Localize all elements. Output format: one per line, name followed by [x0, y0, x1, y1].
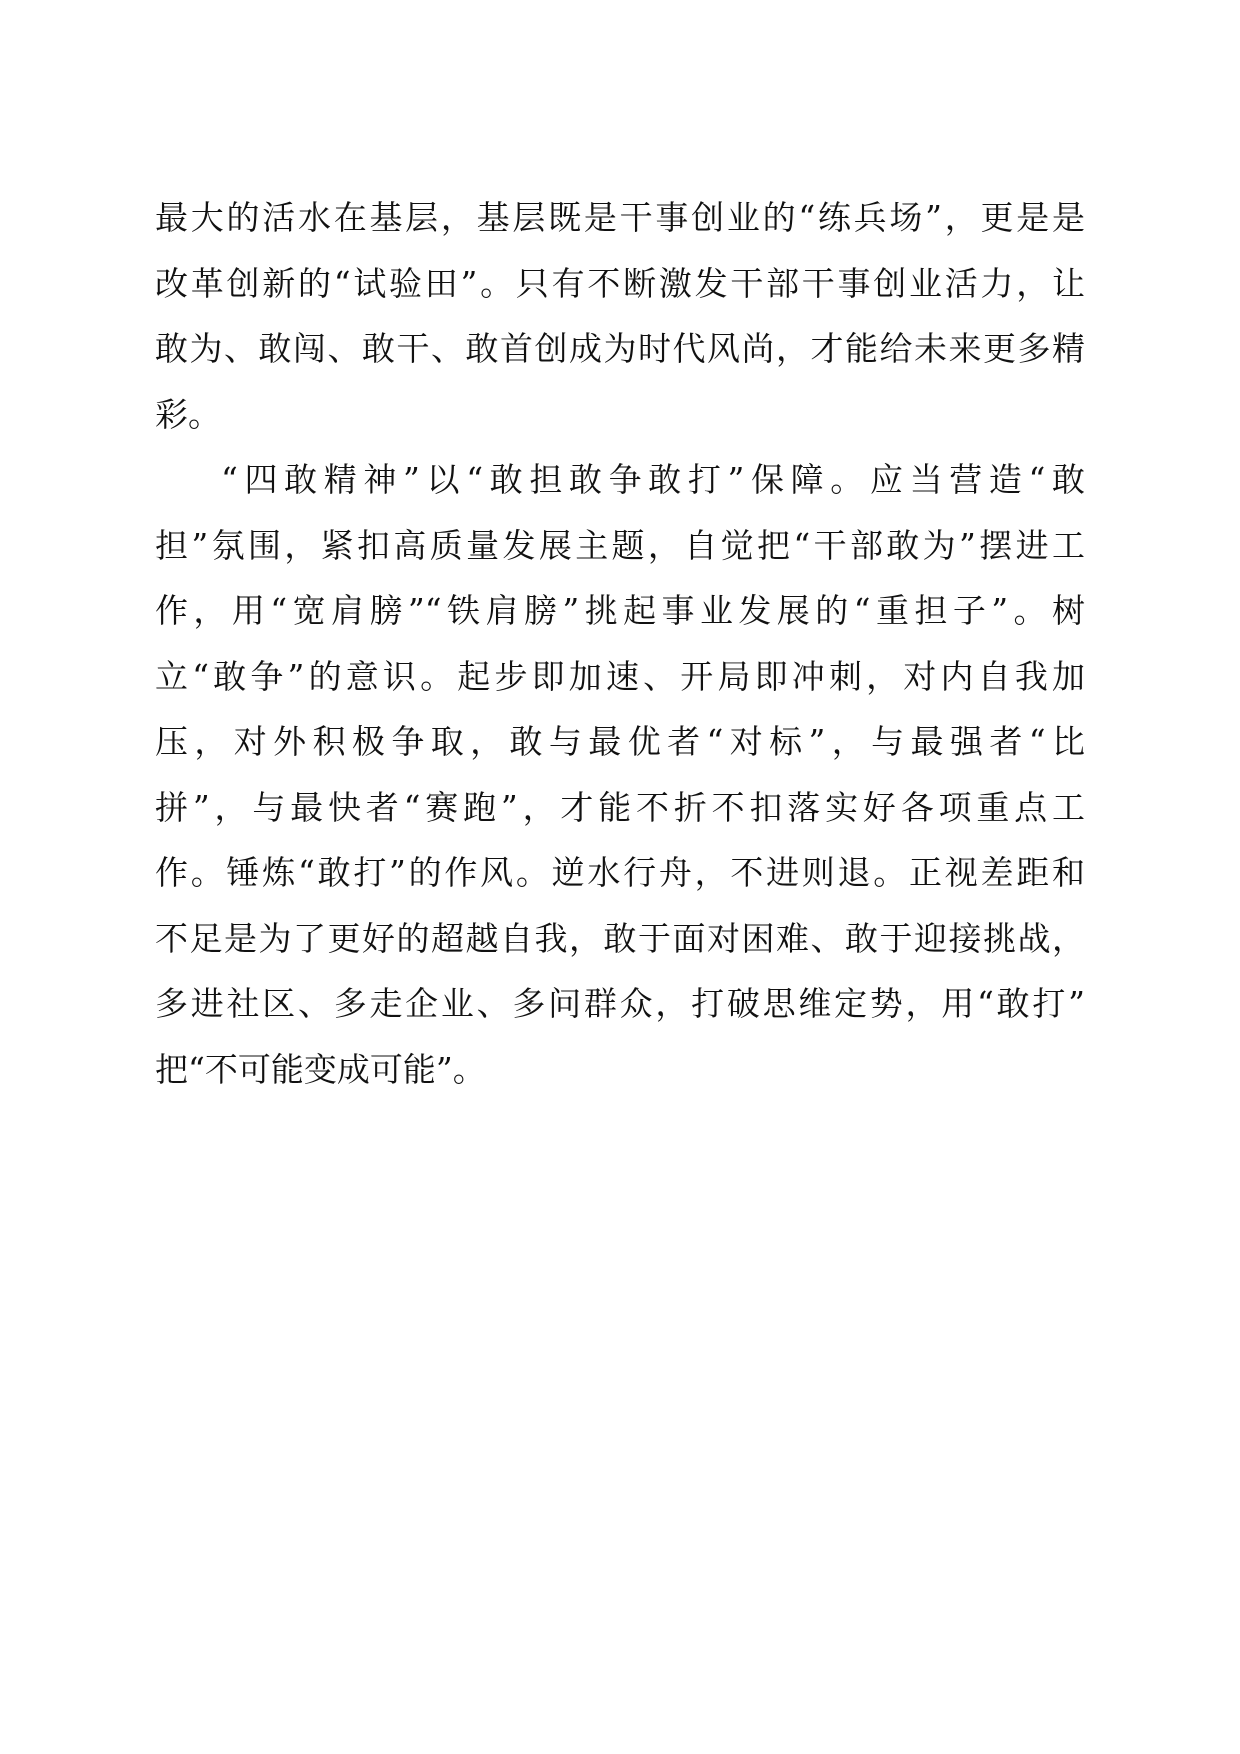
paragraph-1: [155, 185, 1085, 447]
paragraph-line: 最大的活水在基层，基层既是干事创业的“练兵场”，更是是: [155, 198, 1085, 237]
paragraph-line: 拼”，与最快者“赛跑”，才能不折不扣落实好各项重点工: [155, 787, 1085, 827]
paragraph-line: 把“不可能变成可能”。: [155, 1049, 486, 1089]
paragraph-2: [155, 447, 1085, 1102]
paragraph-line: 改革创新的“试验田”。只有不断激发干部干事创业活力，让: [155, 263, 1085, 303]
paragraph-line: 担”氛围，紧扣高质量发展主题，自觉把“干部敢为”摆进工: [155, 525, 1085, 565]
paragraph-line: 多进社区、多走企业、多问群众，打破思维定势，用“敢打”: [155, 984, 1085, 1023]
document-body: [155, 185, 1085, 1102]
paragraph-line: 不足是为了更好的超越自我，敢于面对困难、敢于迎接挑战，: [155, 918, 1085, 958]
paragraph-line: 作。锤炼“敢打”的作风。逆水行舟，不进则退。正视差距和: [155, 853, 1085, 892]
paragraph-line: 作，用“宽肩膀”“铁肩膀”挑起事业发展的“重担子”。树: [155, 591, 1085, 630]
paragraph-line: “四敢精神”以“敢担敢争敢打”保障。应当营造“敢: [221, 460, 1085, 499]
paragraph-line: 压，对外积极争取，敢与最优者“对标”，与最强者“比: [155, 722, 1085, 761]
paragraph-line: 彩。: [155, 394, 221, 434]
paragraph-line: 敢为、敢闯、敢干、敢首创成为时代风尚，才能给未来更多精: [155, 329, 1085, 368]
paragraph-line: 立“敢争”的意识。起步即加速、开局即冲刺，对内自我加: [155, 656, 1085, 696]
